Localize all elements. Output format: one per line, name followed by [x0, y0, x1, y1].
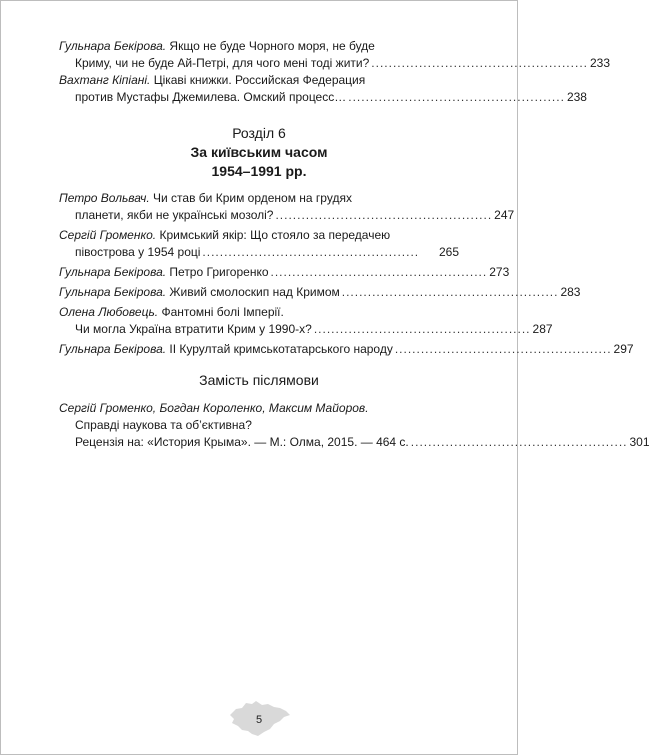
entry-page: 301 — [629, 435, 650, 449]
toc-block-b — [59, 190, 634, 358]
entry-title-cont: Рецензія на: «История Крыма». — М.: Олма, 2015. — 464 с. — [75, 435, 409, 449]
entry-title-cont: против Мустафы Джемилева. Омский процесс… — [75, 90, 347, 104]
entry-title: Фантомні болі Імперії. — [158, 305, 284, 319]
section-years: 1954–1991 рр. — [211, 163, 307, 179]
entry-title-cont: Чи могла Україна втратити Крим у 1990-х? — [75, 322, 312, 336]
toc-entry[interactable]: Гульнара Бекірова. Якщо не буде Чорного моря, не буде Криму, чи не буде Ай-Петрі, для чого мені тоді жити? .................................................. 233 — [59, 39, 611, 70]
entry-title: Кримський якір: Що стояло за передачею — [156, 228, 391, 242]
entry-author: Олена Любовець. — [59, 305, 159, 319]
toc-entry[interactable]: Гульнара Бекірова. II Курултай кримськотатарського народу .................................................. 297 — [59, 342, 634, 356]
entry-title-cont: півострова у 1954 році — [75, 245, 201, 259]
entry-title: Чи став би Крим орденом на грудях — [149, 191, 352, 205]
entry-page: 247 — [494, 208, 515, 222]
entry-title-cont: Криму, чи не буде Ай-Петрі, для чого мені тоді жити? — [75, 56, 370, 70]
entry-page: 297 — [613, 342, 634, 356]
toc-entry[interactable]: Сергій Громенко, Богдан Короленко, Максим Майоров. Справді наукова та об’єктивна? Рецензія на: «История Крыма». — М.: Олма, 2015. — 464 с. .................................................. 301 — [59, 401, 650, 449]
entry-author: Гульнара Бекірова. — [59, 39, 167, 53]
entry-author: Петро Вольвач. — [59, 191, 150, 205]
entry-page: 233 — [589, 56, 611, 70]
entry-title-cont: планети, якби не українські мозолі? — [75, 208, 274, 222]
page-number: 5 — [255, 714, 263, 726]
entry-author: Сергій Громенко, Богдан Короленко, Максим Майоров. — [59, 401, 369, 415]
toc-entry[interactable]: Гульнара Бекірова. Петро Григоренко .................................................. 273 — [59, 265, 510, 279]
entry-page: 238 — [566, 90, 587, 104]
entry-title: Справді наукова та об’єктивна? — [75, 418, 252, 432]
entry-author: Гульнара Бекірова. — [59, 265, 167, 279]
toc-block-a — [59, 38, 611, 106]
toc-entry[interactable]: Гульнара Бекірова. Живий смолоскип над Кримом .................................................. 283 — [59, 285, 581, 299]
toc-entry[interactable]: Вахтанг Кіпіані. Цікаві книжки. Российская Федерация против Мустафы Джемилева. Омский процесс… .................................................. 238 — [59, 73, 587, 104]
entry-author: Гульнара Бекірова. — [59, 285, 167, 299]
entry-title: Якщо не буде Чорного моря, не буде — [166, 39, 375, 53]
toc-entry[interactable]: Олена Любовець. Фантомні болі Імперії. Чи могла Україна втратити Крим у 1990-х? .................................................. 287 — [59, 305, 553, 336]
entry-page: 265 — [438, 245, 459, 259]
entry-title: II Курултай кримськотатарського народу — [166, 342, 393, 356]
toc-entry[interactable]: Петро Вольвач. Чи став би Крим орденом на грудях планети, якби не українські мозолі? .................................................. 247 — [59, 191, 515, 222]
entry-author: Вахтанг Кіпіані. — [59, 73, 151, 87]
section-label: Розділ 6 — [232, 125, 286, 141]
entry-title: Петро Григоренко — [166, 265, 269, 279]
entry-page: 287 — [532, 322, 553, 336]
entry-page: 273 — [489, 265, 510, 279]
entry-author: Гульнара Бекірова. — [59, 342, 167, 356]
entry-title: Цікаві книжки. Российская Федерация — [150, 73, 366, 87]
entry-author: Сергій Громенко. — [59, 228, 157, 242]
section-title: За київським часом — [190, 144, 328, 160]
toc-entry[interactable]: Сергій Громенко. Кримський якір: Що стояло за передачею півострова у 1954 році .................................................. 265 — [59, 228, 459, 259]
entry-page: 283 — [560, 285, 581, 299]
toc-block-afterword — [59, 400, 650, 451]
entry-title: Живий смолоскип над Кримом — [166, 285, 340, 299]
afterword-title: Замість післямови — [199, 372, 319, 388]
